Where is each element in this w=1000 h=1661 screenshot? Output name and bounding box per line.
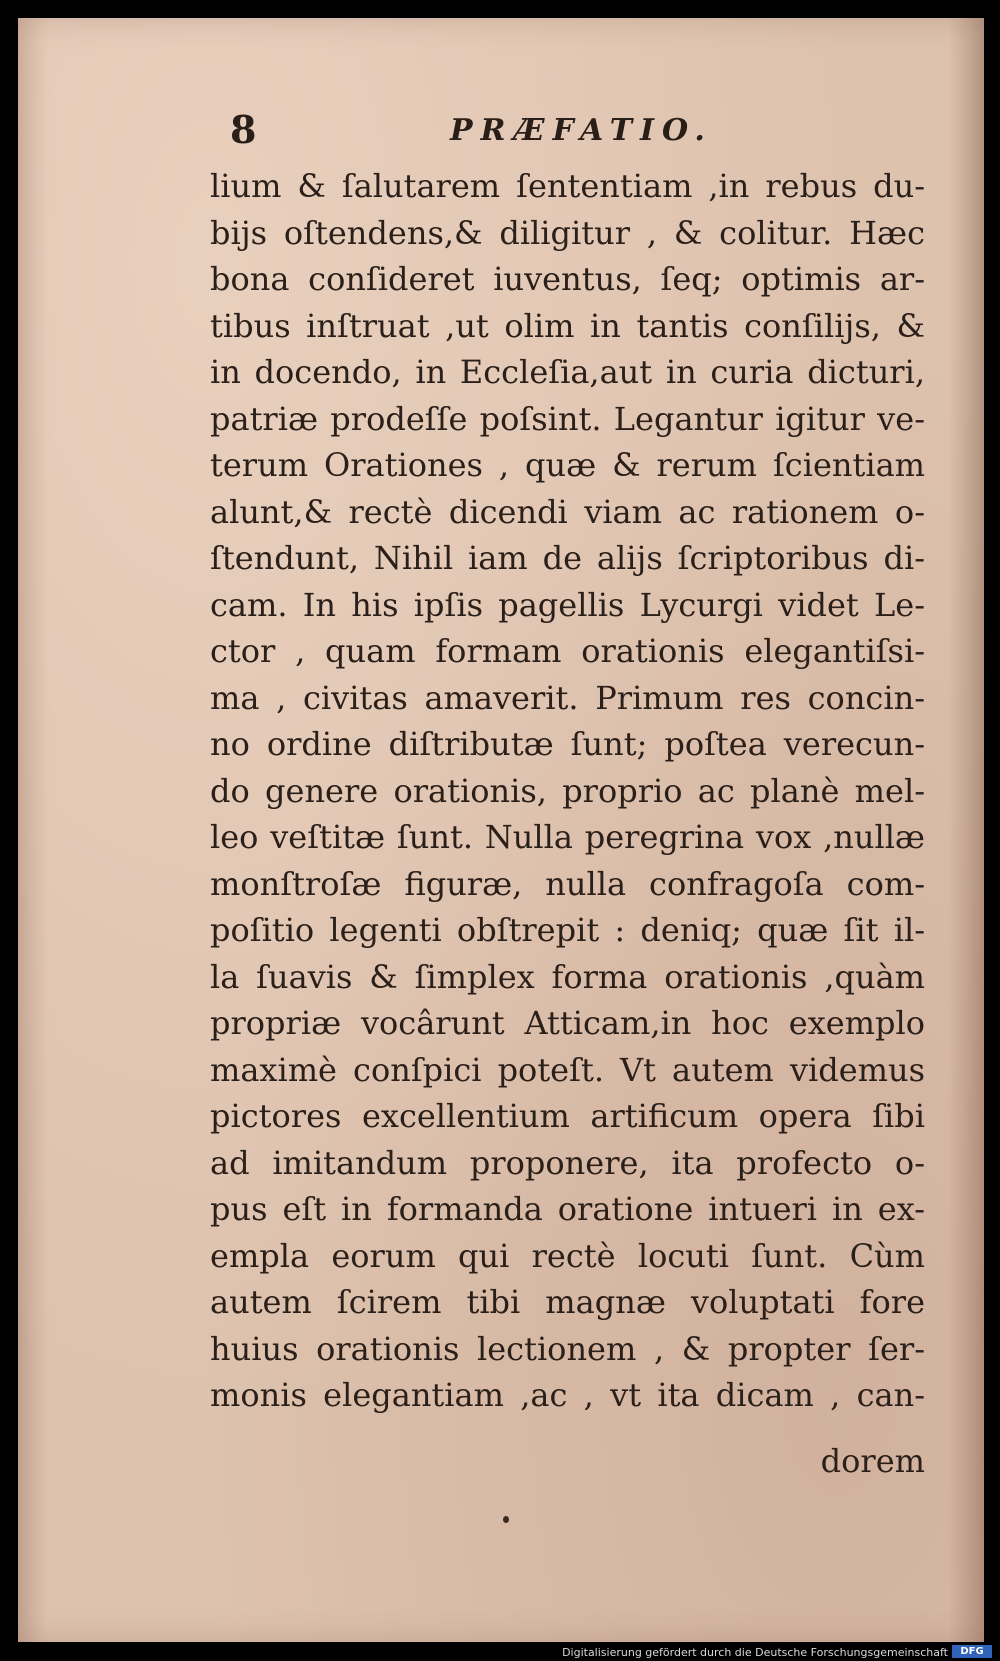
text-line: poſitio legenti obſtrepit : deniq; quæ ſit il- bbox=[210, 911, 925, 949]
text-line: ad imitandum proponere, ita profecto o- bbox=[210, 1143, 925, 1182]
text-line: do genere orationis, proprio ac planè mel- bbox=[210, 771, 925, 810]
text-line: lium & ſalutarem ſententiam ,in rebus du- bbox=[210, 167, 925, 205]
text-line: bijs oſtendens,& diligitur , & colitur. Hæc bbox=[210, 213, 925, 252]
ink-dot bbox=[503, 1516, 509, 1523]
text-line: autem ſcirem tibi magnæ voluptati fore bbox=[210, 1283, 925, 1321]
text-line: empla eorum qui rectè locuti ſunt. Cùm bbox=[210, 1236, 925, 1275]
text-line: alunt,& rectè dicendi viam ac rationem o- bbox=[210, 492, 925, 531]
running-title: PRÆFATIO. bbox=[450, 113, 713, 148]
catchword: dorem bbox=[820, 1442, 925, 1480]
text-line: monſtroſæ figuræ, nulla confragoſa com- bbox=[210, 864, 925, 903]
text-line: terum Orationes , quæ & rerum ſcientiam bbox=[210, 446, 925, 484]
text-line: ſtendunt, Nihil iam de alijs ſcriptoribus di- bbox=[210, 539, 925, 577]
dfg-logo: DFG bbox=[952, 1645, 992, 1658]
text-line: in docendo, in Eccleſia,aut in curia dicturi, bbox=[210, 353, 925, 391]
text-line: propriæ vocârunt Atticam,in hoc exemplo bbox=[210, 1004, 925, 1042]
page-number: 8 bbox=[230, 107, 257, 152]
text-line: bona conſideret iuventus, ſeq; optimis ar- bbox=[210, 260, 925, 298]
text-line: pus eſt in formanda oratione intueri in ex- bbox=[210, 1190, 925, 1228]
text-line: pictores excellentium artificum opera ſibi bbox=[210, 1097, 925, 1135]
text-line: huius orationis lectionem , & propter ſer- bbox=[210, 1329, 925, 1368]
text-line: tibus inſtruat ,ut olim in tantis conſilijs, & bbox=[210, 306, 925, 345]
text-line: ctor , quam formam orationis elegantiſsi- bbox=[210, 632, 925, 670]
text-line: monis elegantiam ,ac , vt ita dicam , can- bbox=[210, 1376, 925, 1414]
text-line: leo veſtitæ ſunt. Nulla peregrina vox ,nullæ bbox=[210, 818, 925, 856]
text-line: la ſuavis & ſimplex forma orationis ,quàm bbox=[210, 957, 925, 996]
body-text bbox=[210, 163, 925, 1419]
text-line: no ordine diſtributæ ſunt; poſtea verecun- bbox=[210, 725, 925, 763]
digitization-credit: Digitalisierung gefördert durch die Deutsche Forschungsgemeinschaft bbox=[562, 1646, 948, 1659]
page-header bbox=[210, 103, 910, 153]
text-line: maximè conſpici poteſt. Vt autem videmus bbox=[210, 1050, 925, 1089]
text-line: cam. In his ipſis pagellis Lycurgi videt Le- bbox=[210, 585, 925, 624]
text-line: patriæ prodeſſe poſsint. Legantur igitur ve- bbox=[210, 399, 925, 438]
text-line: ma , civitas amaverit. Primum res concin- bbox=[210, 678, 925, 717]
